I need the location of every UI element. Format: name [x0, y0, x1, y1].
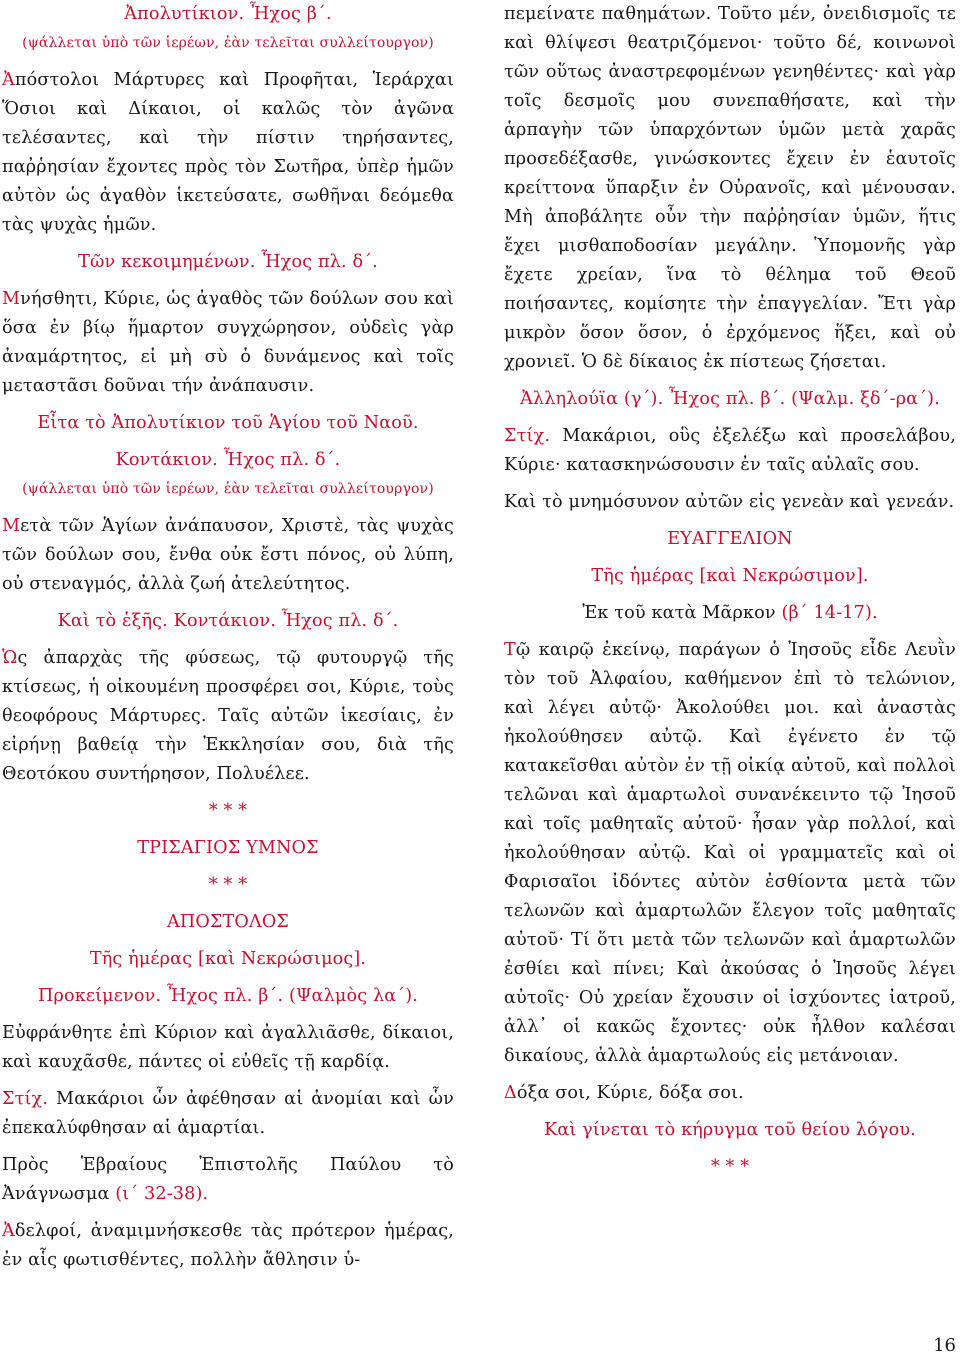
text-paragraph — [2, 285, 454, 401]
text-content: Καὶ τὸ μνημόσυνον αὐτῶν εἰς γενεὰν καὶ γενεάν. — [504, 492, 955, 512]
rubric-line — [2, 29, 454, 58]
text-content: ΑΠΟΣΤΟΛΟΣ — [167, 912, 289, 932]
text-content: * * * — [208, 801, 248, 821]
text-content: * * * — [710, 1157, 750, 1177]
text-content: Ἐκ τοῦ κατὰ Μᾶρκον — [582, 603, 782, 623]
spacer — [2, 277, 454, 285]
rubric-line — [2, 607, 454, 636]
text-content: Κοντάκιον. Ἦχος πλ. δ΄. — [115, 450, 341, 470]
rubric-line — [2, 945, 454, 974]
reference: (β΄ 14-17). — [781, 603, 878, 623]
text-content: πόστολοι Μάρτυρες καὶ Προφῆται, Ἱεράρχαι Ὅσιοι καὶ Δίκαιοι, οἱ καλῶς τὸν ἀγῶνα τελέσαντες, καὶ τὴν πίστιν τηρήσαντες, παῤῥησίαν ἔχοντες πρὸς τὸν Σωτῆρα, ὑπὲρ ἡμῶν αὐτὸν ὡς ἀγαθὸν ἱκετεύσατε, σωθῆναι δεόμεθα τὰς ψυχὰς ἡμῶν. — [2, 70, 454, 235]
rubric-line — [2, 982, 454, 1011]
rubric-line — [504, 599, 956, 628]
rubric-line — [2, 475, 454, 504]
spacer — [2, 863, 454, 871]
text-paragraph — [2, 1085, 454, 1143]
spacer — [2, 504, 454, 512]
spacer — [504, 414, 956, 422]
text-content: Εἶτα τὸ Ἀπολυτίκιον τοῦ Ἁγίου τοῦ Ναοῦ. — [37, 413, 419, 433]
text-content: (ψάλλεται ὑπὸ τῶν ἱερέων, ἐὰν τελεῖται συλλείτουργον) — [22, 481, 434, 497]
rubric-line — [504, 1153, 956, 1182]
text-paragraph — [504, 636, 956, 1071]
verse-label: Στίχ. — [504, 426, 551, 446]
text-content: ετὰ τῶν Ἁγίων ἀνάπαυσον, Χριστὲ, τὰς ψυχὰς τῶν δούλων σου, ἔνθα οὐκ ἔστι πόνος, οὐ λύπη, οὐ στεναγμός, ἀλλὰ ζωή ἀτελεύτητος. — [2, 516, 454, 594]
left-column — [2, 0, 454, 1283]
initial-letter: Ἀ — [2, 1221, 15, 1241]
rubric-line — [504, 1116, 956, 1145]
text-content: Ἀλληλούϊα (γ΄). Ἦχος πλ. β΄. (Ψαλμ. ξδ΄-ρα΄). — [520, 389, 940, 409]
reference: (ι΄ 32-38). — [115, 1184, 209, 1204]
rubric-line — [504, 385, 956, 414]
initial-letter: Ὡ — [2, 648, 18, 668]
right-column — [504, 0, 956, 1182]
text-paragraph — [504, 488, 956, 517]
text-content: Προκείμενον. Ἦχος πλ. β΄. (Ψαλμὸς λα΄). — [37, 986, 418, 1006]
spacer — [2, 438, 454, 446]
rubric-line — [2, 871, 454, 900]
rubric-line — [504, 562, 956, 591]
spacer — [2, 900, 454, 908]
initial-letter: Ἀ — [2, 70, 15, 90]
text-paragraph — [504, 422, 956, 480]
rubric-line — [2, 834, 454, 863]
text-content: ΤΡΙΣΑΓΙΟΣ ΥΜΝΟΣ — [137, 838, 319, 858]
rubric-line — [2, 0, 454, 29]
text-content: όξα σοι, Κύριε, δόξα σοι. — [516, 1083, 744, 1103]
text-paragraph — [2, 1217, 454, 1275]
text-content: ῷ καιρῷ ἐκείνῳ, παράγων ὁ Ἰησοῦς εἶδε Λευῒν τὸν τοῦ Ἀλφαίου, καθήμενον ἐπὶ τὸ τελώνιον, καὶ λέγει αὐτῷ· Ἀκολούθει μοι. καὶ ἀναστὰς ἠκολούθησεν αὐτῷ. Καὶ ἐγένετο ἐν τῷ κατακεῖσθαι αὐτὸν ἐν τῇ οἰκίᾳ αὐτοῦ, καὶ πολλοὶ τελῶναι καὶ ἁμαρτωλοὶ συνανέκειντο τῷ Ἰησοῦ καὶ τοῖς μαθηταῖς αὐτοῦ· ἦσαν γὰρ πολλοί, καὶ ἠκολούθησαν αὐτῷ. Καὶ οἱ γραμματεῖς καὶ οἱ Φαρισαῖοι ἰδόντες αὐτὸν ἐσθίοντα μετὰ τῶν τελωνῶν καὶ ἁμαρτωλῶν ἔλεγον τοῖς μαθηταῖς αὐτοῦ· Τί ὅτι μετὰ τῶν τελωνῶν καὶ ἁμαρτωλῶν ἐσθίει καὶ πίνει; Καὶ ἀκούσας ὁ Ἰησοῦς λέγει αὐτοῖς· Οὐ χρείαν ἔχουσιν οἱ ἰσχύοντες ἰατροῦ, ἀλλ᾽ οἱ κακῶς ἔχοντες· οὐκ ἦλθον καλέσαι δικαίους, ἀλλὰ ἁμαρτωλούς εἰς μετάνοιαν. — [504, 640, 956, 1066]
spacer — [2, 636, 454, 644]
text-content: δελφοί, ἀναμιμνήσκεσθε τὰς πρότερον ἡμέρας, ἐν αἷς φωτισθέντες, πολλὴν ἄθλησιν ὑ- — [2, 1221, 454, 1270]
text-content: Τῶν κεκοιμημένων. Ἦχος πλ. δ΄. — [78, 252, 378, 272]
text-content: Τῆς ἡμέρας [καὶ Νεκρώσιμος]. — [89, 949, 367, 969]
rubric-line — [2, 248, 454, 277]
verse-label: Δ — [504, 1083, 517, 1103]
rubric-line — [2, 797, 454, 826]
text-content: ς ἀπαρχὰς τῆς φύσεως, τῷ φυτουργῷ τῆς κτίσεως, ἡ οἰκουμένη προσφέρει σοι, Κύριε, τοὺς θεοφόρους Μάρτυρες. Ταῖς αὐτῶν ἱκεσίαις, ἐν εἰρήνῃ βαθείᾳ τὴν Ἐκκλησίαν σου, διὰ τῆς Θεοτόκου συντήρησον, Πολυέλεε. — [2, 648, 454, 784]
spacer — [2, 937, 454, 945]
text-content: νήσθητι, Κύριε, ὡς ἀγαθὸς τῶν δούλων σου καὶ ὅσα ἐν βίῳ ἥμαρτον συγχώρησον, οὐδεὶς γὰρ ἀναμάρτητος, εἰ μὴ σὺ ὁ δυνάμενος καὶ τοῖς μεταστᾶσι δοῦναι τήν ἀνάπαυσιν. — [2, 289, 454, 396]
rubric-line — [504, 525, 956, 554]
spacer — [2, 1011, 454, 1019]
text-paragraph — [2, 644, 454, 789]
spacer — [504, 591, 956, 599]
text-content: Ἀπολυτίκιον. Ἦχος β΄. — [124, 4, 332, 24]
rubric-line — [2, 446, 454, 475]
text-content: Καὶ τὸ ἑξῆς. Κοντάκιον. Ἦχος πλ. δ΄. — [57, 611, 399, 631]
text-content: πεμείνατε παθημάτων. Τοῦτο μέν, ὀνειδισμοῖς τε καὶ θλίψεσι θεατριζόμενοι· τοῦτο δέ, κοινωνοὶ τῶν οὕτως ἀναστρεφομένων γενηθέντες· καὶ γὰρ τοῖς δεσμοῖς μου συνεπαθήσατε, καὶ τὴν ἁρπαγὴν τῶν ὑπαρχόντων ὑμῶν μετὰ χαρᾶς προσεδέξασθε, γινώσκοντες ἔχειν ἐν ἑαυτοῖς κρείττονα ὕπαρξιν ἐν Οὐρανοῖς, καὶ μένουσαν. Μὴ ἀποβάλητε οὖν τὴν παῤῥησίαν ὑμῶν, ἥτις ἔχει μισθαποδοσίαν μεγάλην. Ὑπομονῆς γὰρ ἔχετε χρείαν, ἵνα τὸ θέλημα τοῦ Θεοῦ ποιήσαντες, κομίσητε τὴν ἐπαγγελίαν. Ἔτι γὰρ μικρὸν ὅσον ὅσον, ὁ ἐρχόμενος ἥξει, καὶ οὐ χρονιεῖ. Ὁ δὲ δίκαιος ἐκ πίστεως ζήσεται. — [504, 4, 956, 372]
initial-letter: Μ — [2, 289, 21, 309]
text-content: Καὶ γίνεται τὸ κήρυγμα τοῦ θείου λόγου. — [544, 1120, 916, 1140]
spacer — [2, 974, 454, 982]
spacer — [2, 58, 454, 66]
text-content: * * * — [208, 875, 248, 895]
rubric-line — [2, 908, 454, 937]
text-paragraph — [2, 512, 454, 599]
text-content: Μακάριοι ὧν ἀφέθησαν αἱ ἀνομίαι καὶ ὧν ἐπεκαλύφθησαν αἱ ἁμαρτίαι. — [2, 1089, 454, 1138]
text-content: (ψάλλεται ὑπὸ τῶν ἱερέων, ἐὰν τελεῖται συλλείτουργον) — [22, 35, 434, 51]
initial-letter: Μ — [2, 516, 21, 536]
text-content: Πρὸς Ἑβραίους Ἐπιστολῆς Παύλου τὸ Ἀνάγνωσμα — [2, 1155, 454, 1204]
spacer — [504, 1145, 956, 1153]
text-content: Τῆς ἡμέρας [καὶ Νεκρώσιμον]. — [591, 566, 869, 586]
spacer — [2, 826, 454, 834]
spacer — [504, 554, 956, 562]
text-content: Μακάριοι, οὓς ἐξελέξω καὶ προσελάβου, Κύριε· κατασκηνώσουσιν ἐν ταῖς αὐλαῖς σου. — [504, 426, 956, 475]
text-paragraph — [2, 1151, 454, 1209]
initial-letter: Τ — [504, 640, 516, 660]
text-paragraph — [2, 1019, 454, 1077]
text-content: ΕΥΑΓΓΕΛΙΟΝ — [667, 529, 793, 549]
page-number: 16 — [933, 1335, 956, 1356]
text-paragraph — [504, 0, 956, 377]
verse-label: Στίχ. — [2, 1089, 49, 1109]
text-paragraph — [504, 1079, 956, 1108]
rubric-line — [2, 409, 454, 438]
text-content: Εὐφράνθητε ἐπὶ Κύριον καὶ ἀγαλλιᾶσθε, δίκαιοι, καὶ καυχᾶσθε, πάντες οἱ εὐθεῖς τῇ καρδίᾳ. — [2, 1023, 454, 1072]
text-paragraph — [2, 66, 454, 240]
